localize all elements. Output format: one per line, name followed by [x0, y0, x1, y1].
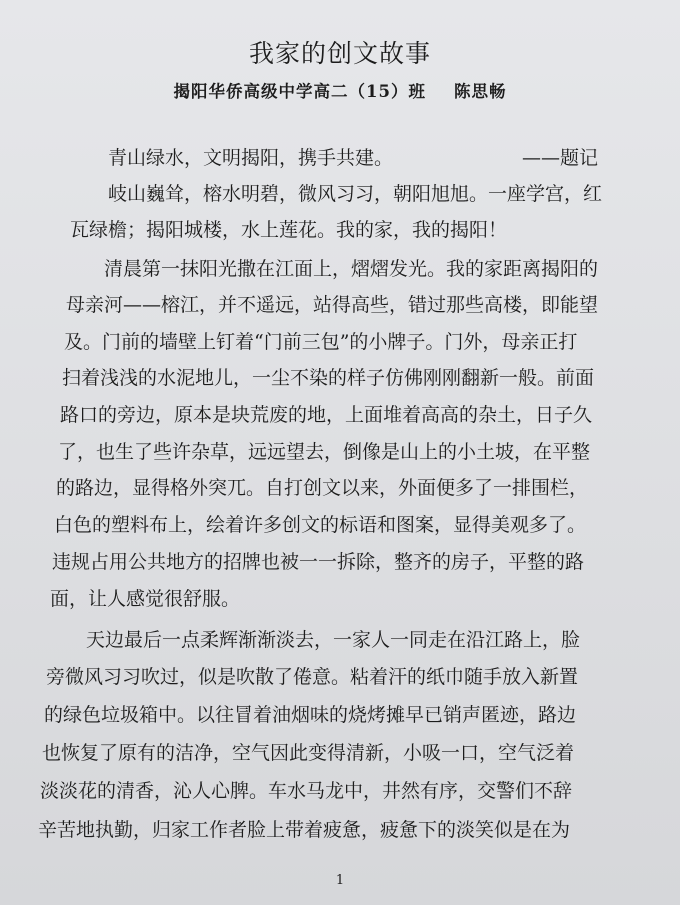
motto-text: 青山绿水，文明揭阳，携手共建。 [108, 147, 394, 169]
page-number: 1 [335, 873, 345, 888]
author-byline [0, 78, 680, 102]
essay-title: 我家的创文故事 [248, 39, 431, 68]
motto-tag: ——题记 [522, 147, 599, 169]
school-class: 揭阳华侨高级中学高二（15）班 [173, 82, 426, 101]
author-name: 陈思畅 [453, 82, 507, 101]
document-page: 我家的创文故事 揭阳华侨高级中学高二（15）班 陈思畅 青山绿水，文明揭阳，携手共建。 ——题记 岐山巍耸，榕水明碧，微风习习，朝阳旭旭。一座学宫，红 瓦绿檐；揭阳城楼，水上莲花。我的家，我的揭阳！ 清晨第一抹阳光撒在江面上，熠熠发光。我的家距离揭阳的 母亲河——榕江，并不遥远，站得高些，错过那些高楼，即能望 及。门前的墙壁上钉着“门前三包”的小牌子。门外，母亲正打 扫着浅浅的水泥地儿，一尘不染的样子仿佛刚刚翻新一般。前面 路口的旁边，原本是块荒废的地，上面堆着高高的杂土，日子久 了，也生了些许杂草，远远望去，倒像是山上的小土坡，在平整 的路边，显得格外突兀。自打创文以来，外面便多了一排围栏， 白色的塑料布上，绘着许多创文的标语和图案，显得美观多了。 违规占用公共地方的招牌也被一一拆除，整齐的房子，平整的路 面，让人感觉很舒服。 天边最后一点柔辉渐渐淡去，一家人一同走在沿江路上，脸 旁微风习习吹过，似是吹散了倦意。粘着汗的纸巾随手放入新置 的绿色垃圾箱中。以往冒着油烟味的烧烤摊早已销声匿迹，路边 也恢复了原有的洁净，空气因此变得清新，小吸一口，空气泛着 淡淡花的清香，沁人心脾。车水马龙中，井然有序，交警们不辞 辛苦地执勤，归家工作者脸上带着疲惫，疲惫下的淡笑似是在为 1 [0, 0, 680, 905]
